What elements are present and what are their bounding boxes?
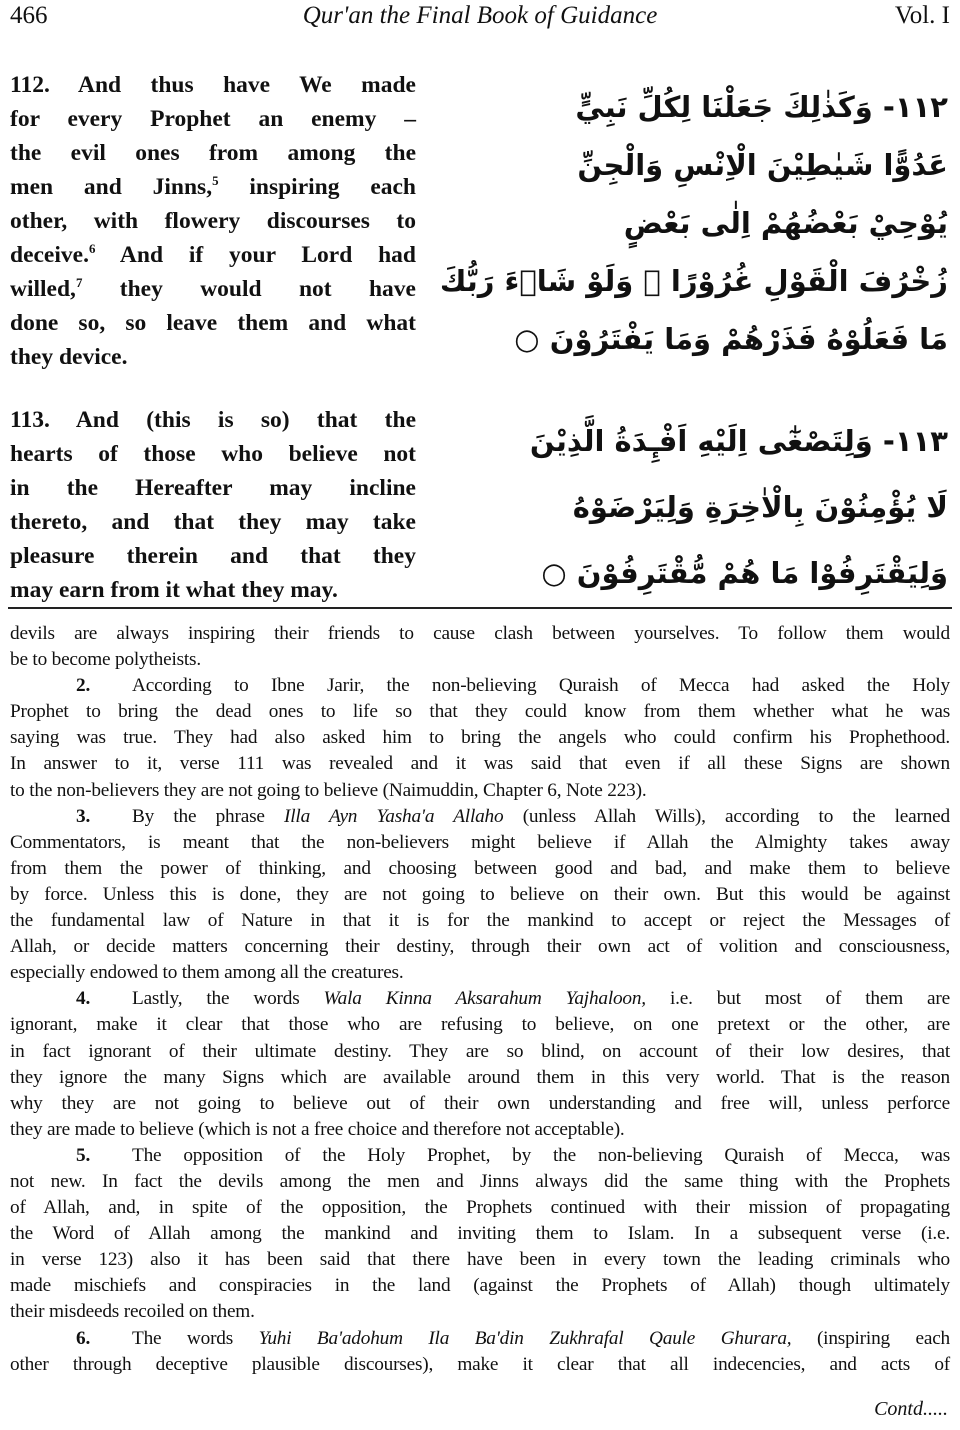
footnote-line (10, 725, 950, 751)
text-run: by force. Unless this is done, they are not going to believe on their own. But this would be against (10, 883, 950, 905)
verse-line (10, 204, 416, 238)
text-run: The words (132, 1327, 259, 1349)
footnote-line (10, 986, 950, 1012)
text-run: pleasure therein and that they (10, 543, 416, 569)
text-run: According to Ibne Jarir, the non-believing Quraish of Mecca had asked the Holy (132, 675, 950, 697)
footnote-line (10, 934, 950, 960)
footnote-number: 4. (76, 988, 91, 1010)
text-run: of Allah, and, in spite of the opposition, the Prophets continued with their mission of propagating (10, 1197, 950, 1219)
continued-label: Contd..... (874, 1398, 948, 1420)
text-run: 113. And (this is so) that the (10, 407, 416, 433)
text-run: they ignore the many Signs which are available around them in this very world. That is the reason (10, 1066, 950, 1088)
verse-line (10, 471, 416, 505)
arabic-line: ١١٣- وَلِتَصْغٰٓى اِلَيْهِ اَفْـِٕدَةُ الَّذِيْنَ (529, 424, 948, 458)
footnote-line (10, 1065, 950, 1091)
text-run: the Word of Allah among the mankind and inviting them to Islam. In a subsequent verse (i.e. (10, 1223, 950, 1245)
footnote-line (10, 1195, 950, 1221)
text-run: other, with flowery discourses to (10, 208, 416, 234)
footnote-line (10, 1299, 950, 1325)
footnote-line (10, 751, 950, 777)
text-run: from them the power of thinking, and choosing between good and bad, and make them to believe (10, 857, 950, 879)
text-run: hearts of those who believe not (10, 441, 416, 467)
footnote-line (10, 673, 950, 699)
footnote-line (10, 804, 950, 830)
footnote-number: 3. (76, 805, 91, 827)
footnote-ref: 7 (75, 275, 83, 291)
verse-line (10, 403, 416, 437)
footnote-line (10, 1143, 950, 1169)
verse-line (10, 68, 416, 102)
footnote-ref: 6 (88, 241, 96, 257)
arabic-line: مَا فَعَلُوْهُ فَذَرْهُمْ وَمَا يَفْتَرُوْنَ ○ (514, 322, 948, 356)
verse-line (10, 437, 416, 471)
text-run: be to become polytheists. (10, 649, 201, 671)
footnote-line (10, 960, 950, 986)
footnote-line (10, 1326, 950, 1352)
footnote-line (10, 1221, 950, 1247)
text-run: may earn from it what they may. (10, 577, 338, 603)
verse-line (10, 505, 416, 539)
text-run: willed, (10, 276, 76, 302)
arabic-line: يُوْحِيْ بَعْضُهُمْ اِلٰى بَعْضٍ (623, 206, 948, 240)
footnote-line (10, 1091, 950, 1117)
text-run: In answer to it, verse 111 was revealed and it was said that even if all these Signs are shown (10, 753, 950, 775)
text-run: to the non-believers they are not going to believe (Naimuddin, Chapter 6, Note 223). (10, 779, 647, 801)
footnote-ref: 5 (212, 173, 219, 189)
footnote-line (10, 856, 950, 882)
text-run: i.e. but most of them are (645, 988, 950, 1010)
verse-line (10, 102, 416, 136)
text-run: Allah, or decide matters concerning their destiny, through their own act of volition and consciousness, (10, 936, 950, 958)
footnote-line (10, 647, 950, 673)
text-run: made mischiefs and conspiracies in the land (against the Prophets of Allah) though ultimately (10, 1275, 950, 1297)
text-run: in verse 123) also it has been said that there have been in every town the leading criminals who (10, 1249, 950, 1271)
footnote-line (10, 1273, 950, 1299)
text-run: they are made to believe (which is not a free choice and therefore not acceptable). (10, 1118, 625, 1140)
text-run: the fundamental law of Nature in that it is for the mankind to accept or reject the Messages of (10, 910, 950, 932)
arabic-line: وَلِيَقْتَرِفُوْا مَا هُمْ مُّقْتَرِفُوْنَ ○ (541, 556, 948, 590)
verse-113-translation (10, 403, 416, 607)
text-run: especially endowed to them among all the creatures. (10, 962, 404, 984)
verse-line (10, 136, 416, 170)
text-run: the evil ones from among the (10, 140, 416, 166)
arabic-line: ١١٢- وَكَذٰلِكَ جَعَلْنَا لِكُلِّ نَبِيٍّ (575, 90, 948, 124)
text-run: they device. (10, 344, 128, 370)
text-run: not new. In fact the devils among the men and Jinns always did the same thing with the Prophets (10, 1170, 950, 1192)
text-run: other through deceptive plausible discourses), make it clear that all indecencies, and acts of (10, 1353, 950, 1375)
verse-113-arabic (529, 408, 948, 606)
text-run: And if your Lord had (95, 242, 416, 268)
text-run: inspiring each (218, 174, 416, 200)
footnotes (10, 621, 950, 1378)
text-run: in fact ignorant of their ultimate destiny. They are so blind, on account of their low desires, that (10, 1040, 950, 1062)
verse-line (10, 539, 416, 573)
running-title: Qur'an the Final Book of Guidance (302, 2, 658, 29)
text-run: in the Hereafter may incline (10, 475, 416, 501)
verse-line (10, 573, 416, 607)
italic-phrase: Illa Ayn Yasha'a Allaho (284, 805, 504, 827)
text-run: Prophet to bring the dead ones to life so that they could know from them whether what he was (10, 701, 950, 723)
text-run: devils are always inspiring their friends to cause clash between yourselves. To follow them would (10, 623, 950, 644)
text-run: for every Prophet an enemy – (10, 106, 416, 132)
text-run: saying was true. They had also asked him to bring the angels who could confirm his Prophethood. (10, 727, 950, 749)
footnote-line (10, 1117, 950, 1143)
text-run: men and Jinns, (10, 174, 213, 200)
footnote-line (10, 621, 950, 647)
verse-line (10, 170, 416, 204)
footnote-line (10, 1169, 950, 1195)
text-run: Commentators, is meant that the non-believers might believe if Allah the Almighty takes away (10, 831, 950, 853)
footnote-line (10, 1012, 950, 1038)
text-run: deceive. (10, 242, 89, 268)
footnote-divider (8, 607, 952, 609)
page-number: 466 (10, 2, 48, 29)
footnote-line (10, 830, 950, 856)
verse-line (10, 238, 416, 272)
arabic-line: لَا يُؤْمِنُوْنَ بِالْاٰخِرَةِ وَلِيَرْضَوْهُ (572, 490, 948, 524)
text-run: The opposition of the Holy Prophet, by the non-believing Quraish of Mecca, was (132, 1144, 950, 1166)
verse-112-translation (10, 68, 416, 374)
text-run: 112. And thus have We made (10, 72, 416, 98)
footnote-number: 6. (76, 1327, 91, 1349)
italic-phrase: Wala Kinna Aksarahum Yajhaloon, (323, 988, 646, 1010)
verse-line (10, 272, 416, 306)
text-run: why they are not going to believe out of their own understanding and free will, unless perforce (10, 1092, 950, 1114)
text-run: done so, so leave them and what (10, 310, 416, 336)
footnote-line (10, 778, 950, 804)
footnote-line (10, 882, 950, 908)
text-run: they would not have (82, 276, 416, 302)
footnote-line (10, 1352, 950, 1378)
footnote-line (10, 1247, 950, 1273)
text-run: their misdeeds recoiled on them. (10, 1301, 255, 1323)
verse-line (10, 340, 416, 374)
italic-phrase: Yuhi Ba'adohum Ila Ba'din Zukhrafal Qaule Ghurara, (258, 1327, 792, 1349)
footnote-number: 5. (76, 1144, 91, 1166)
footnote-line (10, 699, 950, 725)
arabic-line: زُخْرُفَ الْقَوْلِ غُرُوْرًا ۭ وَلَوْ شَاۗءَ رَبُّكَ (439, 264, 948, 298)
text-run: (unless Allah Wills), according to the learned (503, 805, 950, 827)
text-run: (inspiring each (791, 1327, 951, 1349)
verse-112-arabic (439, 78, 948, 368)
text-run: By the phrase (132, 805, 285, 827)
text-run: thereto, and that they may take (10, 509, 416, 535)
volume-label: Vol. I (894, 2, 950, 29)
verse-line (10, 306, 416, 340)
text-run: Lastly, the words (132, 988, 324, 1010)
footnote-line (10, 1039, 950, 1065)
arabic-line: عَدُوًّا شَيٰطِيْنَ الْاِنْسِ وَالْجِنِّ (577, 148, 948, 182)
text-run: ignorant, make it clear that those who are refusing to believe, on one pretext or the other, are (10, 1014, 950, 1036)
footnote-line (10, 908, 950, 934)
footnote-number: 2. (76, 675, 91, 697)
